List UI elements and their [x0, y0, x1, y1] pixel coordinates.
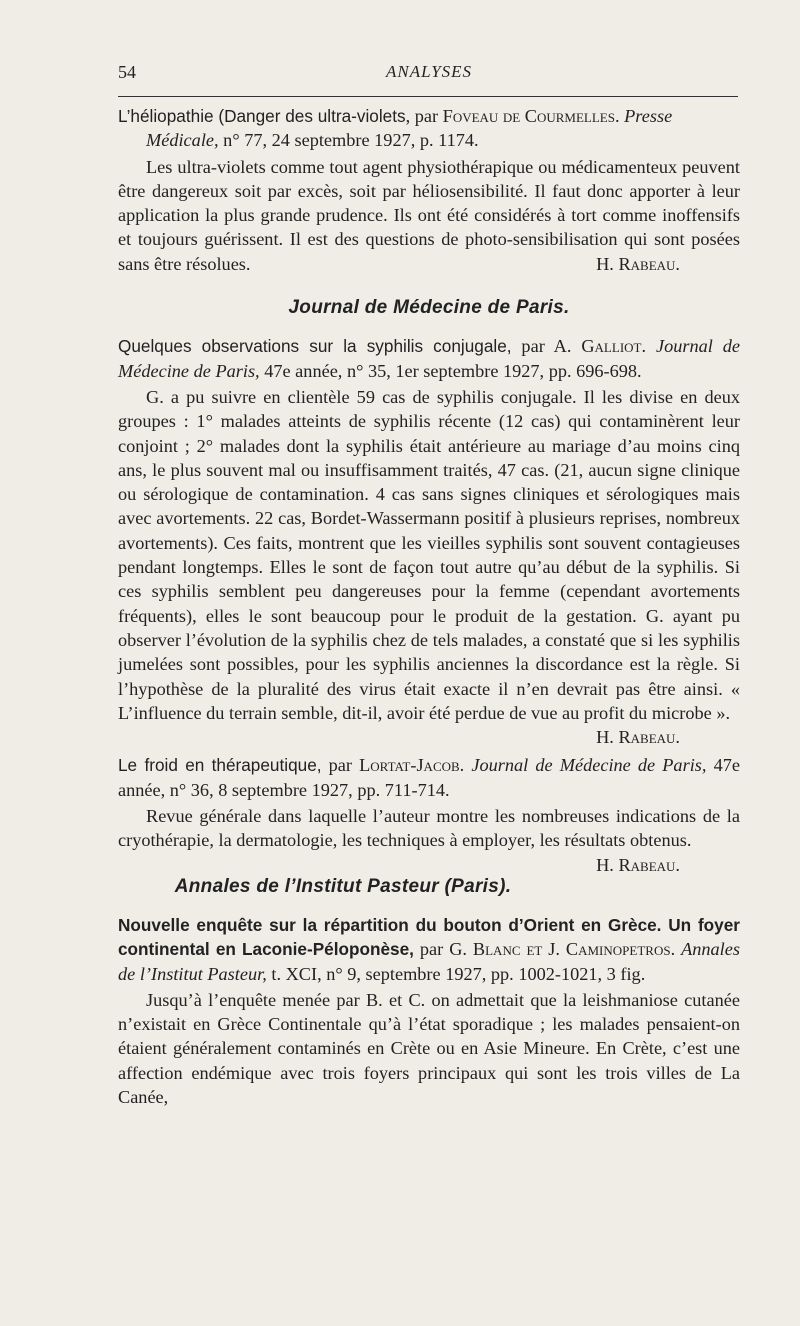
entry-authors: Blanc et J. Caminopetros.: [472, 939, 676, 960]
journal-section-heading: Annales de l’Institut Pasteur (Paris).: [174, 875, 512, 897]
entry-heading: L’héliopathie (Danger des ultra-violets, par Foveau de Courmelles. Presse Médicale, n° 77, 24 septembre 1927, p. 1174.: [118, 106, 673, 151]
journal-section-heading: Journal de Médecine de Paris.: [288, 297, 570, 319]
entry-signature: H. Rabeau.: [596, 727, 680, 748]
entry-details: 47e année, n° 36, 8 septembre 1927, pp. 711-714.: [118, 755, 740, 800]
entry-source: Presse: [624, 106, 673, 126]
entry-authors: Lortat-Jacob.: [359, 755, 465, 776]
entry-title: Le froid en thérapeutique,: [118, 755, 322, 776]
article-body: [118, 104, 740, 1109]
entry-abstract: Jusqu’à l’enquête menée par B. et C. on admettait que la leishmaniose cutanée n’existait en Grèce Continentale qu’à l’état sporadique ; les malades pensaient-on étaient généralement contaminés en Crète ou en Asie Mineure. En Crète, c’est une affection endémique avec trois foyers principaux qui sont les trois villes de La Canée,: [118, 989, 740, 1107]
entry-heading: Le froid en thérapeutique, par Lortat-Jacob. Journal de Médecine de Paris, 47e année, n° 36, 8 septembre 1927, pp. 711-714.: [118, 755, 740, 800]
running-title: ANALYSES: [385, 62, 473, 81]
entry-heading: Nouvelle enquête sur la répartition du bouton d’Orient en Grèce. Un foyer continental en Laconie-Péloponèse, par G. Blanc et J. Caminopetros. Annales de l’Institut Pasteur, t. XCI, n° 9, septembre 1927, pp. 1002-1021, 3 fig.: [118, 914, 740, 984]
entry-title: Nouvelle enquête sur la répartition du bouton d’Orient en Grèce. Un foyer continental en Laconie-Péloponèse,: [118, 914, 740, 960]
entry-source: Journal de Médecine de Paris,: [118, 336, 740, 381]
review-entry-syphilis: [118, 334, 740, 749]
running-header: [118, 58, 740, 88]
page-number: 54: [118, 62, 136, 82]
entry-signature: H. Rabeau.: [596, 253, 680, 274]
review-entry-bouton-orient: [118, 913, 740, 1109]
entry-details: t. XCI, n° 9, septembre 1927, pp. 1002-1021, 3 fig.: [271, 963, 646, 984]
entry-title: L’héliopathie (Danger des ultra-violets: [118, 106, 406, 126]
header-rule: [118, 96, 738, 97]
entry-abstract: G. a pu suivre en clientèle 59 cas de syphilis conjugale. Il les divise en deux groupes : 1° malades atteints de syphilis récente (12 cas) qui contaminèrent leur conjoint ; 2° malades dont la syphilis était antérieure au mariage d’au moins cinq ans, le plus souvent mal ou insuffisamment traités, 47 cas. (21, aucun signe clinique ou sérologique de contamination. 4 cas sans signes cliniques et sérologiques mais avec avortements. 22 cas, Bordet-Wassermann positif à plusieurs reprises, nombreux avortements). Ces faits, montrent que les vieilles syphilis sont souvent contagieuses pendant longtemps. Elles le sont de façon tout autre qu’au début de la syphilis. Si ces syphilis semblent peu dangereuses pour la femme (cependant avortements fréquents), elles le sont beaucoup pour le produit de la gestation. G. ayant pu observer l’évolution de la syphilis chez de tels malades, a constaté que si les syphilis jumelées sont possibles, pour les syphilis anciennes la discordance est la règle. Si l’hypothèse de la pluralité des virus était exacte il n’en devrait pas être ainsi. « L’influence du terrain semble, dit-il, avoir été perdue de vue au profit du microbe ».: [118, 386, 740, 723]
entry-details: 47e année, n° 35, 1er septembre 1927, pp. 696-698.: [264, 360, 642, 381]
entry-authors: Foveau de Courmelles.: [442, 106, 620, 126]
entry-signature: H. Rabeau.: [596, 854, 680, 875]
entry-details: n° 77, 24 septembre 1927, p. 1174.: [223, 130, 479, 151]
review-entry-heliopathie: [118, 104, 740, 276]
entry-abstract: Revue générale dans laquelle l’auteur montre les nombreuses indications de la cryothérapie, la dermatologie, les techniques à employer, les résultats obtenus. H. Rabeau.: [118, 804, 740, 853]
entry-source: Annales de l’Institut Pasteur,: [118, 939, 740, 984]
entry-title: Quelques observations sur la syphilis conjugale,: [118, 336, 512, 357]
entry-source: Journal de Médecine de Paris,: [471, 755, 707, 776]
review-entry-froid: [118, 753, 740, 875]
entry-authors: Galliot.: [581, 336, 647, 357]
entry-abstract: Les ultra-violets comme tout agent physiothérapique ou médicamenteux peuvent être dangereux soit par excès, soit par héliosensibilité. Il faut donc apporter à leur application la plus grande prudence. Ils ont été considérés à tort comme inoffensifs et toujours guérissent. Il est des questions de photo-sensibilisation qui sont posées sans être résolues. H. Rabeau.: [118, 155, 740, 276]
entry-heading: Quelques observations sur la syphilis conjugale, par A. Galliot. Journal de Médecine de Paris, 47e année, n° 35, 1er septembre 1927, pp. 696-698.: [118, 336, 740, 381]
